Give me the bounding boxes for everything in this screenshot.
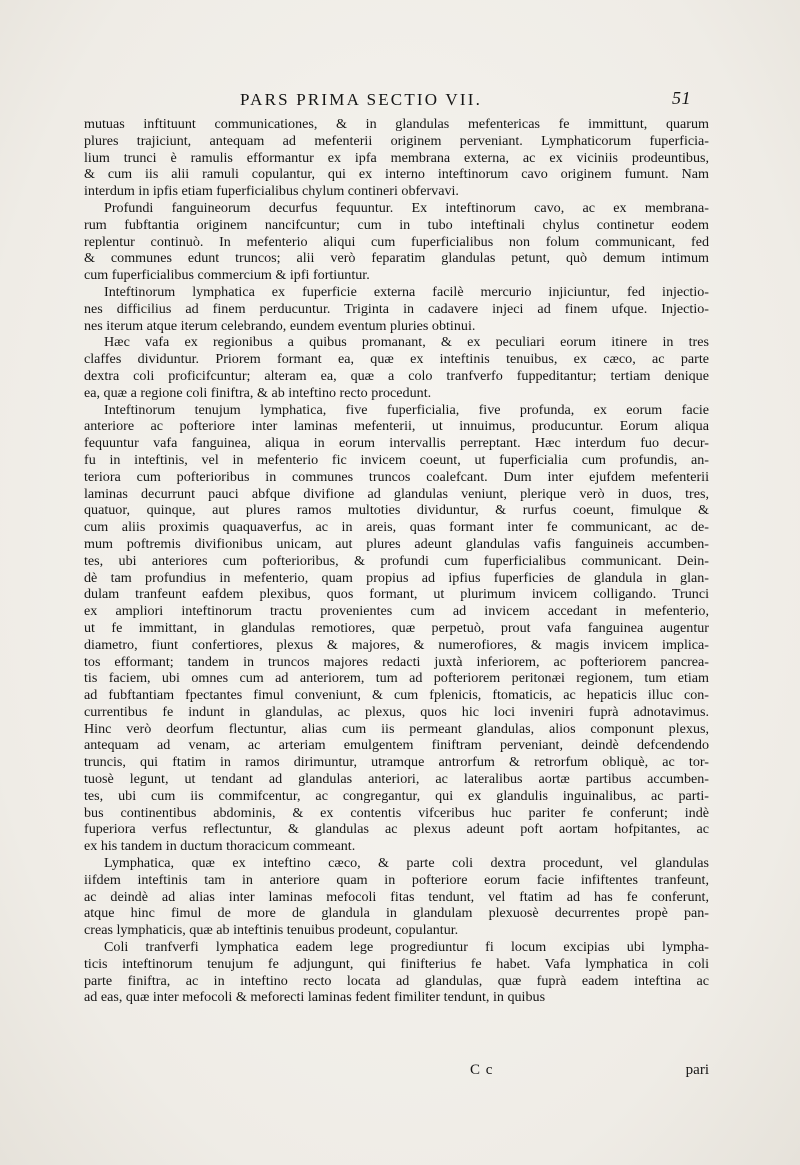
text-line: interdum in ipfis etiam fuperficialibus chylum contineri obfervavi.	[84, 183, 459, 200]
catchword: pari	[685, 1062, 709, 1078]
text-line: tes, ubi anteriores cum pofterioribus, & profundi cum fuperficialibus communicant. Dein-	[84, 552, 709, 569]
paragraph	[84, 334, 709, 401]
text-line: Lymphatica, quæ ex inteftino cæco, & parte coli dextra procedunt, vel glandulas	[104, 855, 709, 872]
text-line: bus continentibus abdominis, & ex contentis vifceribus huc pariter fe conferunt; indè	[84, 804, 709, 821]
text-line: fequuntur vafa fanguinea, aliqua in eorum intervallis perreptant. Hæc interdum fuo decur-	[84, 435, 709, 452]
text-line: plures trajiciunt, antequam ad mefenterii originem perveniant. Lymphaticorum fuperficia-	[84, 132, 709, 149]
text-line: Coli tranfverfi lymphatica eadem lege progrediuntur fi locum excipias ubi lympha-	[104, 939, 709, 956]
text-line: teriora cum pofterioribus in communes truncos coalefcant. Dum inter ejufdem mefenterii	[84, 468, 709, 485]
text-line: replentur continuò. In mefenterio aliqui cum fuperficialibus non folum communicant, fed	[84, 233, 709, 250]
paragraph	[84, 200, 709, 284]
text-line: cum fuperficialibus commercium & ipfi fortiuntur.	[84, 267, 370, 284]
text-line: & cum iis alii ramuli copulantur, qui ex interno inteftinorum cavo originem fumunt. Nam	[84, 166, 709, 183]
text-line: tos efformant; tandem in truncos majores redacti juxtà inferiorem, ac pofteriorem pancrea-	[84, 653, 709, 670]
text-line: dè tam profundius in mefenterio, quam propius ad ipfius fuperficies de glandula in glan-	[84, 569, 709, 586]
text-line: ex ampliori inteftinorum tractu provenientes cum ad invicem accedant in mefenterio,	[84, 603, 709, 620]
text-line: fu in inteftinis, vel in mefenterio fic invicem coeunt, ut fuperficialia cum profundis, an-	[84, 451, 709, 468]
text-line: parte finiftra, ac in inteftino recto locata ad glandulas, quæ fuprà eadem inteftina ac	[84, 972, 709, 989]
text-line: laminas decurrunt pauci abfque divifione ad glandulas veniunt, plerique verò in duos, tres,	[84, 485, 709, 502]
text-line: nes difficilius ad finem perducuntur. Triginta in cadavere injeci ad finem ufque. Injectio-	[84, 300, 709, 317]
text-line: mum poftremis divifionibus unicam, aut plures adeunt glandulas vafis fanguineis accumben-	[84, 535, 709, 552]
text-line: Inteftinorum tenujum lymphatica, five fuperficialia, five profunda, ex eorum facie	[104, 401, 709, 418]
text-line: dextra coli proficifcuntur; alteram ea, quæ a colo tranfverfo fuppeditantur; tertiam denique	[84, 367, 709, 384]
text-line: ac deindè ad alias inter laminas mefocoli fitas tendunt, vel ftatim ad has fe conferunt,	[84, 888, 709, 905]
text-line: atque hinc fimul de more de glandula in glandulam plexuosè decurrentes propè pan-	[84, 905, 709, 922]
text-line: mutuas inftituunt communicationes, & in glandulas mefentericas fe immittunt, quarum	[84, 116, 709, 132]
text-line: rum fubftantia originem nancifcuntur; cum in tubo inteftinali chylus continetur eodem	[84, 216, 709, 233]
text-line: Hinc verò deorfum flectuntur, alias cum iis permeant glandulas, alios componunt plexus,	[84, 720, 709, 737]
text-line: quatuor, quinque, aut plures ramos multoties dividuntur, & rurfus coeunt, fimulque &	[84, 502, 709, 519]
paragraph	[84, 939, 709, 1006]
text-line: ad fubftantiam fpectantes fimul conveniunt, & cum fplenicis, ftomaticis, ac hepaticis illuc con-	[84, 687, 709, 704]
text-line: & communes edunt truncos; alii verò feparatim glandulas petunt, quò demum intimum	[84, 250, 709, 267]
text-line: creas lymphaticis, quæ ab inteftinis tenuibus prodeunt, copulantur.	[84, 922, 459, 939]
text-line: truncis, qui ftatim in ramos dirimuntur, utramque antrorfum & retrorfum obliquè, ac tor-	[84, 754, 709, 771]
text-line: tis faciem, ubi omnes cum ad anteriorem, tum ad pofteriorem peritonæi regionem, tum etiam	[84, 670, 709, 687]
paragraph	[84, 116, 709, 200]
page-number: 51	[672, 88, 691, 108]
paragraph	[84, 402, 709, 856]
text-line: Inteftinorum lymphatica ex fuperficie externa facilè mercurio injiciuntur, fed injectio-	[104, 283, 709, 300]
text-line: ex his tandem in ductum thoracicum commeant.	[84, 838, 356, 855]
text-line: tes, ubi cum iis commifcentur, ac congregantur, qui ex glandulis inguinalibus, ac parti-	[84, 787, 709, 804]
text-line: ut fe immittant, in glandulas remotiores, quæ perpetuò, prout vafa fanguinea augentur	[84, 619, 709, 636]
text-line: anteriore ac pofteriore inter laminas mefenterii, ut innuimus, producuntur. Eorum aliqua	[84, 418, 709, 435]
text-line: Profundi fanguineorum decurfus fequuntur. Ex inteftinorum cavo, ac ex membrana-	[104, 199, 709, 216]
page-footer	[84, 1062, 709, 1082]
text-line: ea, quæ a regione coli finiftra, & ab inteftino recto procedunt.	[84, 384, 432, 401]
text-line: diametro, fiunt confertiores, plexus & majores, & numerofiores, & magis invicem implica-	[84, 636, 709, 653]
body-text	[84, 116, 709, 1006]
text-line: lium trunci è ramulis efformantur ex ipfa membrana externa, ac ex viciniis prodeuntibus,	[84, 149, 709, 166]
text-line: currentibus fe indunt in glandulas, ac plexus, quos hic loci inveniri fuprà adnotavimus.	[84, 703, 709, 720]
text-line: ticis inteftinorum tenujum fe adjungunt, qui finifterius fe habet. Vafa lymphatica in coli	[84, 955, 709, 972]
text-line: antequam ad venam, ac arteriam emulgentem finiftram perveniant, deindè defcendendo	[84, 737, 709, 754]
text-line: ad eas, quæ inter mefocoli & meforecti laminas fedent fimiliter tendunt, in quibus	[84, 989, 546, 1006]
text-line: iifdem inteftinis tam in anteriore quam in pofteriore eorum facie infiftentes tranfeunt,	[84, 871, 709, 888]
paragraph	[84, 284, 709, 334]
text-line: nes iterum atque iterum celebrando, eundem eventum pluries obtinui.	[84, 317, 476, 334]
text-line: Hæc vafa ex regionibus a quibus promanant, & ex peculiari eorum itinere in tres	[104, 334, 709, 351]
text-line: cum aliis proximis quaquaverfus, ac in areis, quas formant inter fe communicant, ac de-	[84, 519, 709, 536]
signature-mark: C c	[470, 1062, 494, 1078]
text-line: fuperiora verfus reflectuntur, & glandulas ac plexus adeunt poft aortam hofpitantes, ac	[84, 821, 709, 838]
paragraph	[84, 855, 709, 939]
text-line: tuosè legunt, ut tendant ad glandulas anteriori, ac lateralibus aortæ partibus accumben-	[84, 771, 709, 788]
text-line: claffes dividuntur. Priorem formant ea, quæ ex inteftinis tenuibus, ex cæco, ac parte	[84, 351, 709, 368]
text-line: dulam tranfeunt eafdem plexibus, quos formant, ut plurimum invicem colligando. Trunci	[84, 586, 709, 603]
running-title: PARS PRIMA SECTIO VII.	[240, 90, 483, 109]
